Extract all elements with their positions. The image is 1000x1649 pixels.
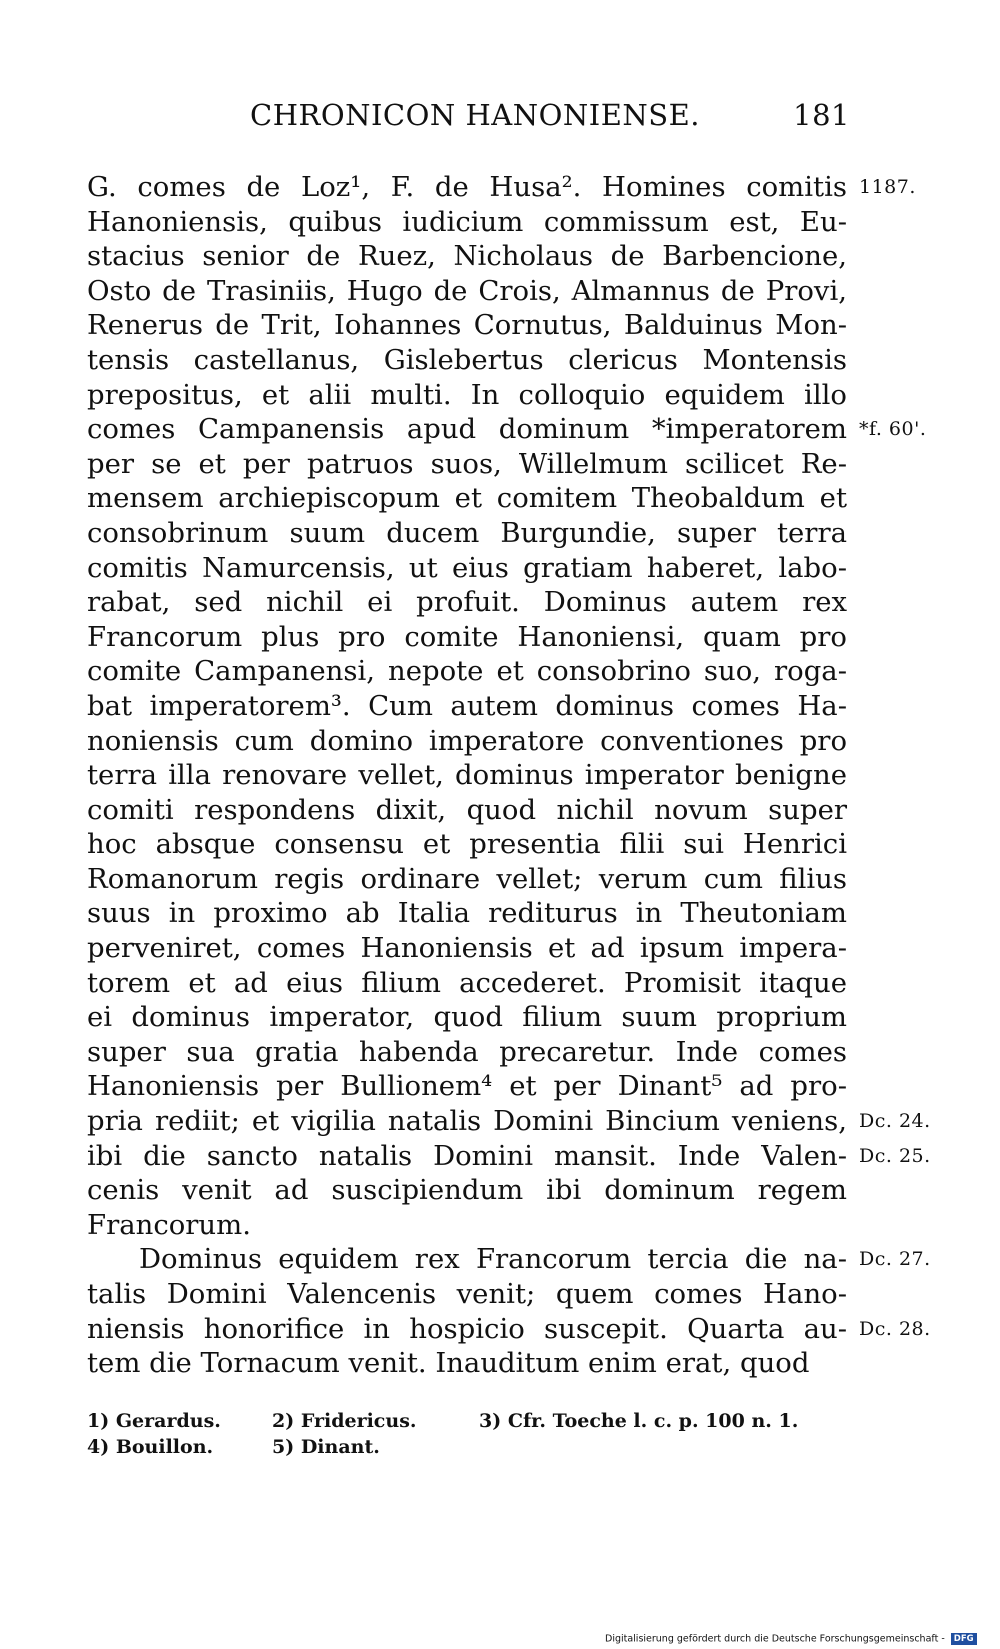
line-text: per se et per patruos suos, Willelmum scilicet Re- [87,447,847,480]
text-line [87,1000,847,1035]
text-line [87,966,847,1001]
footnote-row [87,1408,847,1434]
line-text: consobrinum suum ducem Burgundie, super terra [87,516,847,549]
line-text: comitis Namurcensis, ut eius gratiam haberet, labo- [87,551,847,584]
line-text: Francorum. [87,1208,251,1241]
text-line [87,447,847,482]
line-text: suus in proximo ab Italia rediturus in Theutoniam [87,897,847,930]
margin-note: Dc. 25. [859,1144,931,1167]
line-text: Francorum plus pro comite Hanoniensi, quam pro [87,620,847,653]
text-line [87,585,847,620]
line-text: niensis honorifice in hospicio suscepit. Quarta au- [87,1312,847,1345]
line-text: tensis castellanus, Gislebertus clericus Montensis [87,343,847,376]
line-text: stacius senior de Ruez, Nicholaus de Barbencione, [87,240,847,273]
text-line [87,551,847,586]
line-text: terra illa renovare vellet, dominus imperator benigne [87,759,847,792]
footnote: 4) Bouillon. [87,1436,214,1458]
text-line [87,620,847,655]
text-line [87,516,847,551]
text-line [87,1208,847,1243]
footnote: 3) Cfr. Toeche l. c. p. 100 n. 1. [479,1410,799,1432]
text-line [87,793,847,828]
line-text: hoc absque consensu et presentia filii sui Henrici [87,828,847,861]
credit-text: Digitalisierung gefördert durch die Deutsche Forschungsgemeinschaft - [605,1633,945,1645]
text-line [87,1242,931,1277]
text-line [87,239,847,274]
text-line [87,170,916,205]
text-line [87,378,847,413]
margin-note: 1187. [859,176,916,198]
text-line [87,862,847,897]
text-line [87,274,847,309]
page-number: 181 [793,98,850,132]
line-text: Hanoniensis per Bullionem⁴ et per Dinant⁵ ad pro- [87,1070,847,1103]
line-text: comes Campanensis apud dominum *imperatorem [87,413,847,446]
footnotes [87,1408,847,1460]
text-line [87,654,847,689]
text-line [87,1069,847,1104]
text-line [87,896,847,931]
line-text: torem et ad eius filium accederet. Promisit itaque [87,966,847,999]
line-text: rabat, sed nichil ei profuit. Dominus autem rex [87,586,847,619]
text-line [87,827,847,862]
text-line [87,1139,931,1174]
running-header [250,98,850,138]
margin-note: Dc. 28. [859,1317,931,1340]
margin-note: Dc. 27. [859,1248,931,1271]
footnote-row [87,1434,847,1460]
margin-note: *f. 60'. [859,418,927,441]
text-line [87,343,847,378]
line-text: tem die Tornacum venit. Inauditum enim erat, quod [87,1347,810,1380]
line-text: pria rediit; et vigilia natalis Domini Bincium veniens, [87,1105,847,1138]
line-text: Osto de Trasiniis, Hugo de Crois, Almannus de Provi, [87,274,847,307]
margin-note: Dc. 24. [859,1110,931,1133]
text-line [87,1173,847,1208]
text-line [87,1035,847,1070]
line-text: cenis venit ad suscipiendum ibi dominum regem [87,1174,847,1207]
line-text: comiti respondens dixit, quod nichil novum super [87,793,847,826]
text-line [87,308,847,343]
footnote: 1) Gerardus. [87,1410,221,1432]
line-text: Dominus equidem rex Francorum tercia die na- [139,1243,847,1276]
line-text: ibi die sancto natalis Domini mansit. Inde Valen- [87,1139,847,1172]
line-text: Romanorum regis ordinare vellet; verum cum filius [87,862,847,895]
dfg-logo: DFG [951,1633,977,1645]
footnote: 5) Dinant. [272,1436,380,1458]
line-text: Hanoniensis, quibus iudicium commissum est, Eu- [87,205,847,238]
text-line [87,758,847,793]
line-text: G. comes de Loz¹, F. de Husa². Homines comitis [87,171,847,203]
text-line [87,931,847,966]
line-text: Renerus de Trit, Iohannes Cornutus, Balduinus Mon- [87,309,847,342]
body-text [87,170,931,1381]
line-text: talis Domini Valencenis venit; quem comes Hano- [87,1278,847,1310]
text-line [87,724,847,759]
text-line [87,481,847,516]
text-line [87,1104,931,1139]
text-line [87,689,847,724]
line-text: mensem archiepiscopum et comitem Theobaldum et [87,482,847,515]
text-line [87,1277,847,1312]
text-line [87,1312,931,1347]
text-line [87,1346,847,1381]
text-line [87,205,847,240]
footnote: 2) Fridericus. [272,1410,417,1432]
line-text: perveniret, comes Hanoniensis et ad ipsum impera- [87,932,847,965]
running-title: CHRONICON HANONIENSE. [250,98,700,132]
line-text: prepositus, et alii multi. In colloquio equidem illo [87,378,847,411]
line-text: super sua gratia habenda precaretur. Inde comes [87,1035,847,1068]
line-text: ei dominus imperator, quod filium suum proprium [87,1001,847,1034]
digitization-credit [605,1633,977,1645]
line-text: bat imperatorem³. Cum autem dominus comes Ha- [87,689,847,722]
line-text: comite Campanensi, nepote et consobrino suo, roga- [87,655,847,688]
line-text: noniensis cum domino imperatore conventiones pro [87,724,847,757]
text-line [87,412,927,447]
